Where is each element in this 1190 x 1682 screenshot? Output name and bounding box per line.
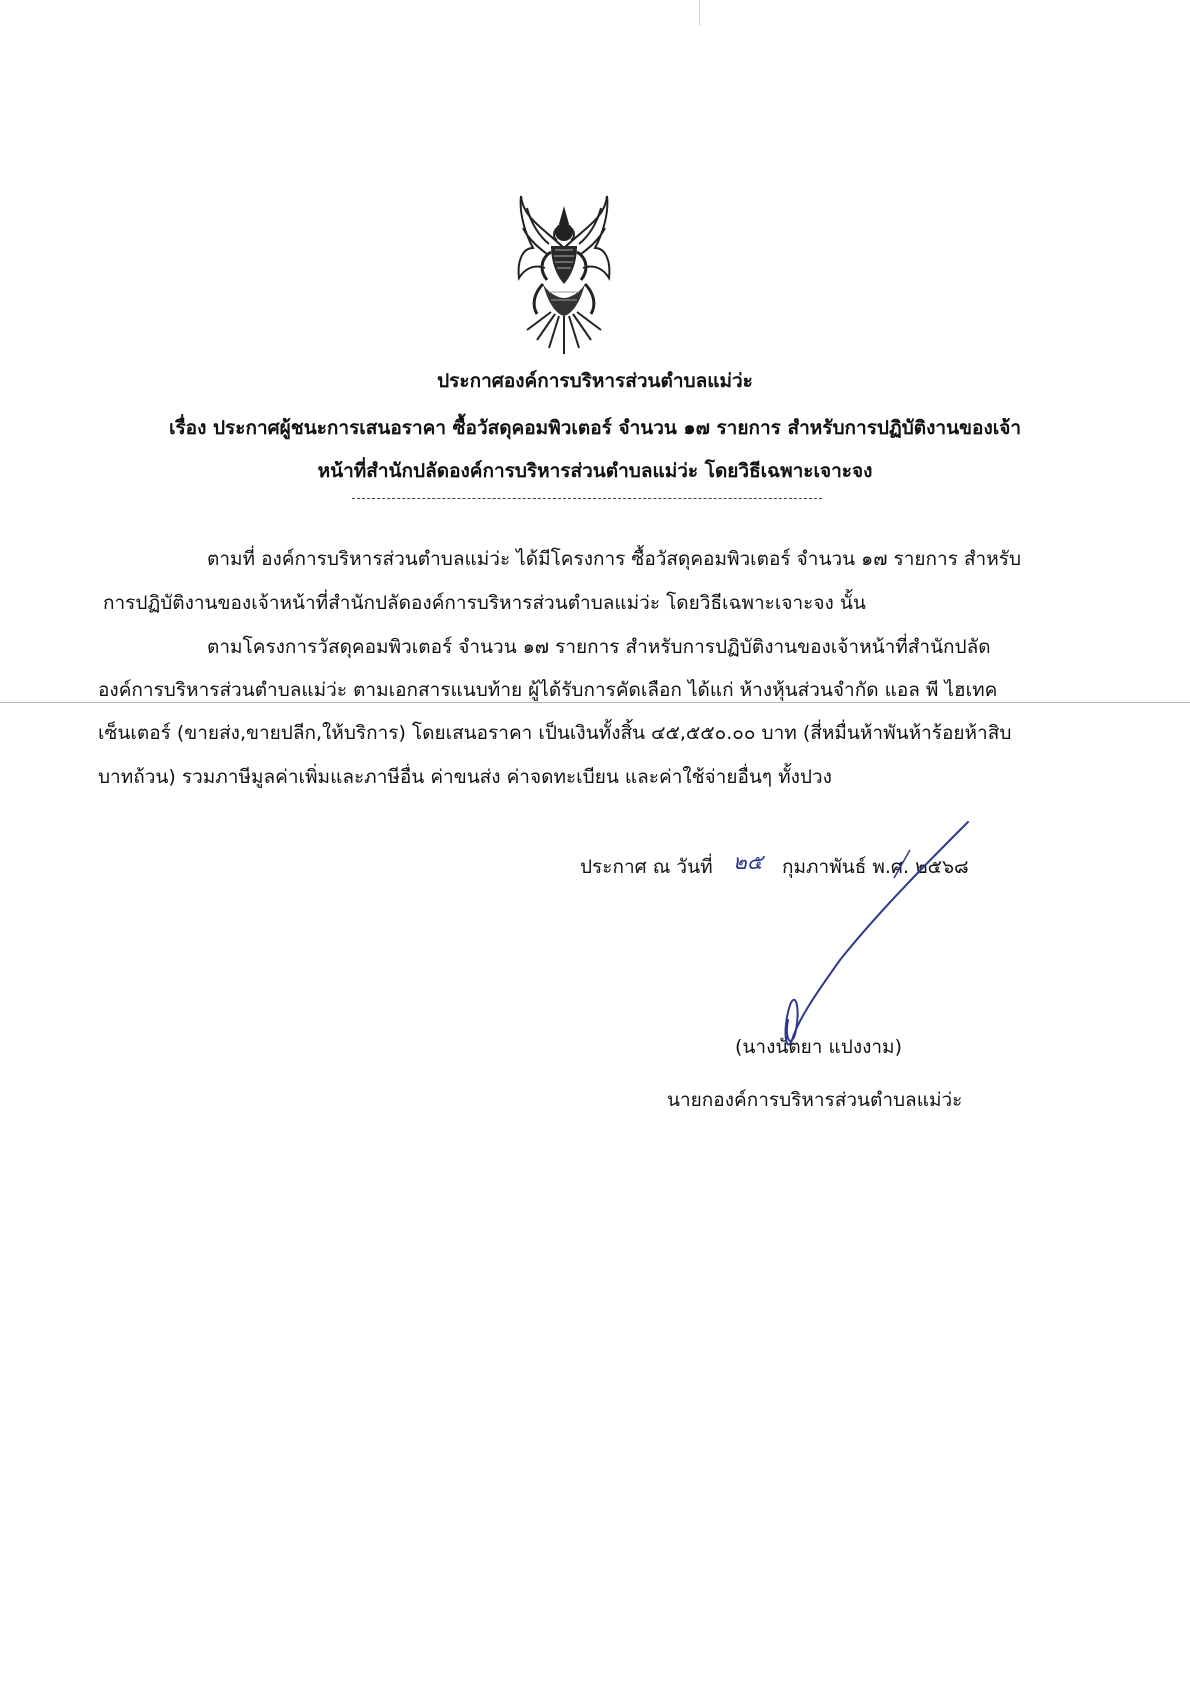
paragraph-1-line-1: ตามที่ องค์การบริหารส่วนตำบลแม่ว่ะ ได้มีโครงการ ซื้อวัสดุคอมพิวเตอร์ จำนวน ๑๗ รายการ สำหรับ [207, 548, 1022, 570]
announcement-day: ๒๕ [733, 850, 763, 874]
subject-line-1: เรื่อง ประกาศผู้ชนะการเสนอราคา ซื้อวัสดุคอมพิวเตอร์ จำนวน ๑๗ รายการ สำหรับการปฏิบัติงานของเจ้า [168, 417, 1022, 439]
divider-dashed [352, 498, 822, 499]
announcement-date-prefix: ประกาศ ณ วันที่ [580, 856, 713, 878]
paragraph-2-line-1: ตามโครงการวัสดุคอมพิวเตอร์ จำนวน ๑๗ รายการ สำหรับการปฏิบัติงานของเจ้าหน้าที่สำนักปลัด [207, 636, 991, 658]
signatory-position: นายกองค์การบริหารส่วนตำบลแม่ว่ะ [667, 1089, 963, 1111]
signatory-name: (นางนัตยา แปงงาม) [735, 1036, 902, 1058]
paragraph-2-line-4: บาทถ้วน) รวมภาษีมูลค่าเพิ่มและภาษีอื่น ค่าขนส่ง ค่าจดทะเบียน และค่าใช้จ่ายอื่นๆ ทั้งปวง [98, 766, 832, 788]
announcement-month-year: กุมภาพันธ์ พ.ศ. ๒๕๖๘ [782, 856, 969, 878]
subject-line-2: หน้าที่สำนักปลัดองค์การบริหารส่วนตำบลแม่ว่ะ โดยวิธีเฉพาะเจาะจง [317, 460, 873, 482]
announcement-title: ประกาศองค์การบริหารส่วนตำบลแม่ว่ะ [437, 370, 753, 392]
scan-mark [699, 0, 700, 26]
paragraph-1-line-2: การปฏิบัติงานของเจ้าหน้าที่สำนักปลัดองค์การบริหารส่วนตำบลแม่ว่ะ โดยวิธีเฉพาะเจาะจง นั้น [103, 592, 866, 614]
paragraph-2-line-2: องค์การบริหารส่วนตำบลแม่ว่ะ ตามเอกสารแนบท้าย ผู้ได้รับการคัดเลือก ได้แก่ ห้างหุ้นส่วนจำกัด แอล พี ไฮเทค [98, 679, 998, 701]
paragraph-2-line-3: เซ็นเตอร์ (ขายส่ง,ขายปลีก,ให้บริการ) โดยเสนอราคา เป็นเงินทั้งสิ้น ๔๕,๕๕๐.๐๐ บาท (สี่หมื่นห้าพันห้าร้อยห้าสิบ [98, 722, 1012, 744]
garuda-emblem-icon [513, 188, 615, 358]
